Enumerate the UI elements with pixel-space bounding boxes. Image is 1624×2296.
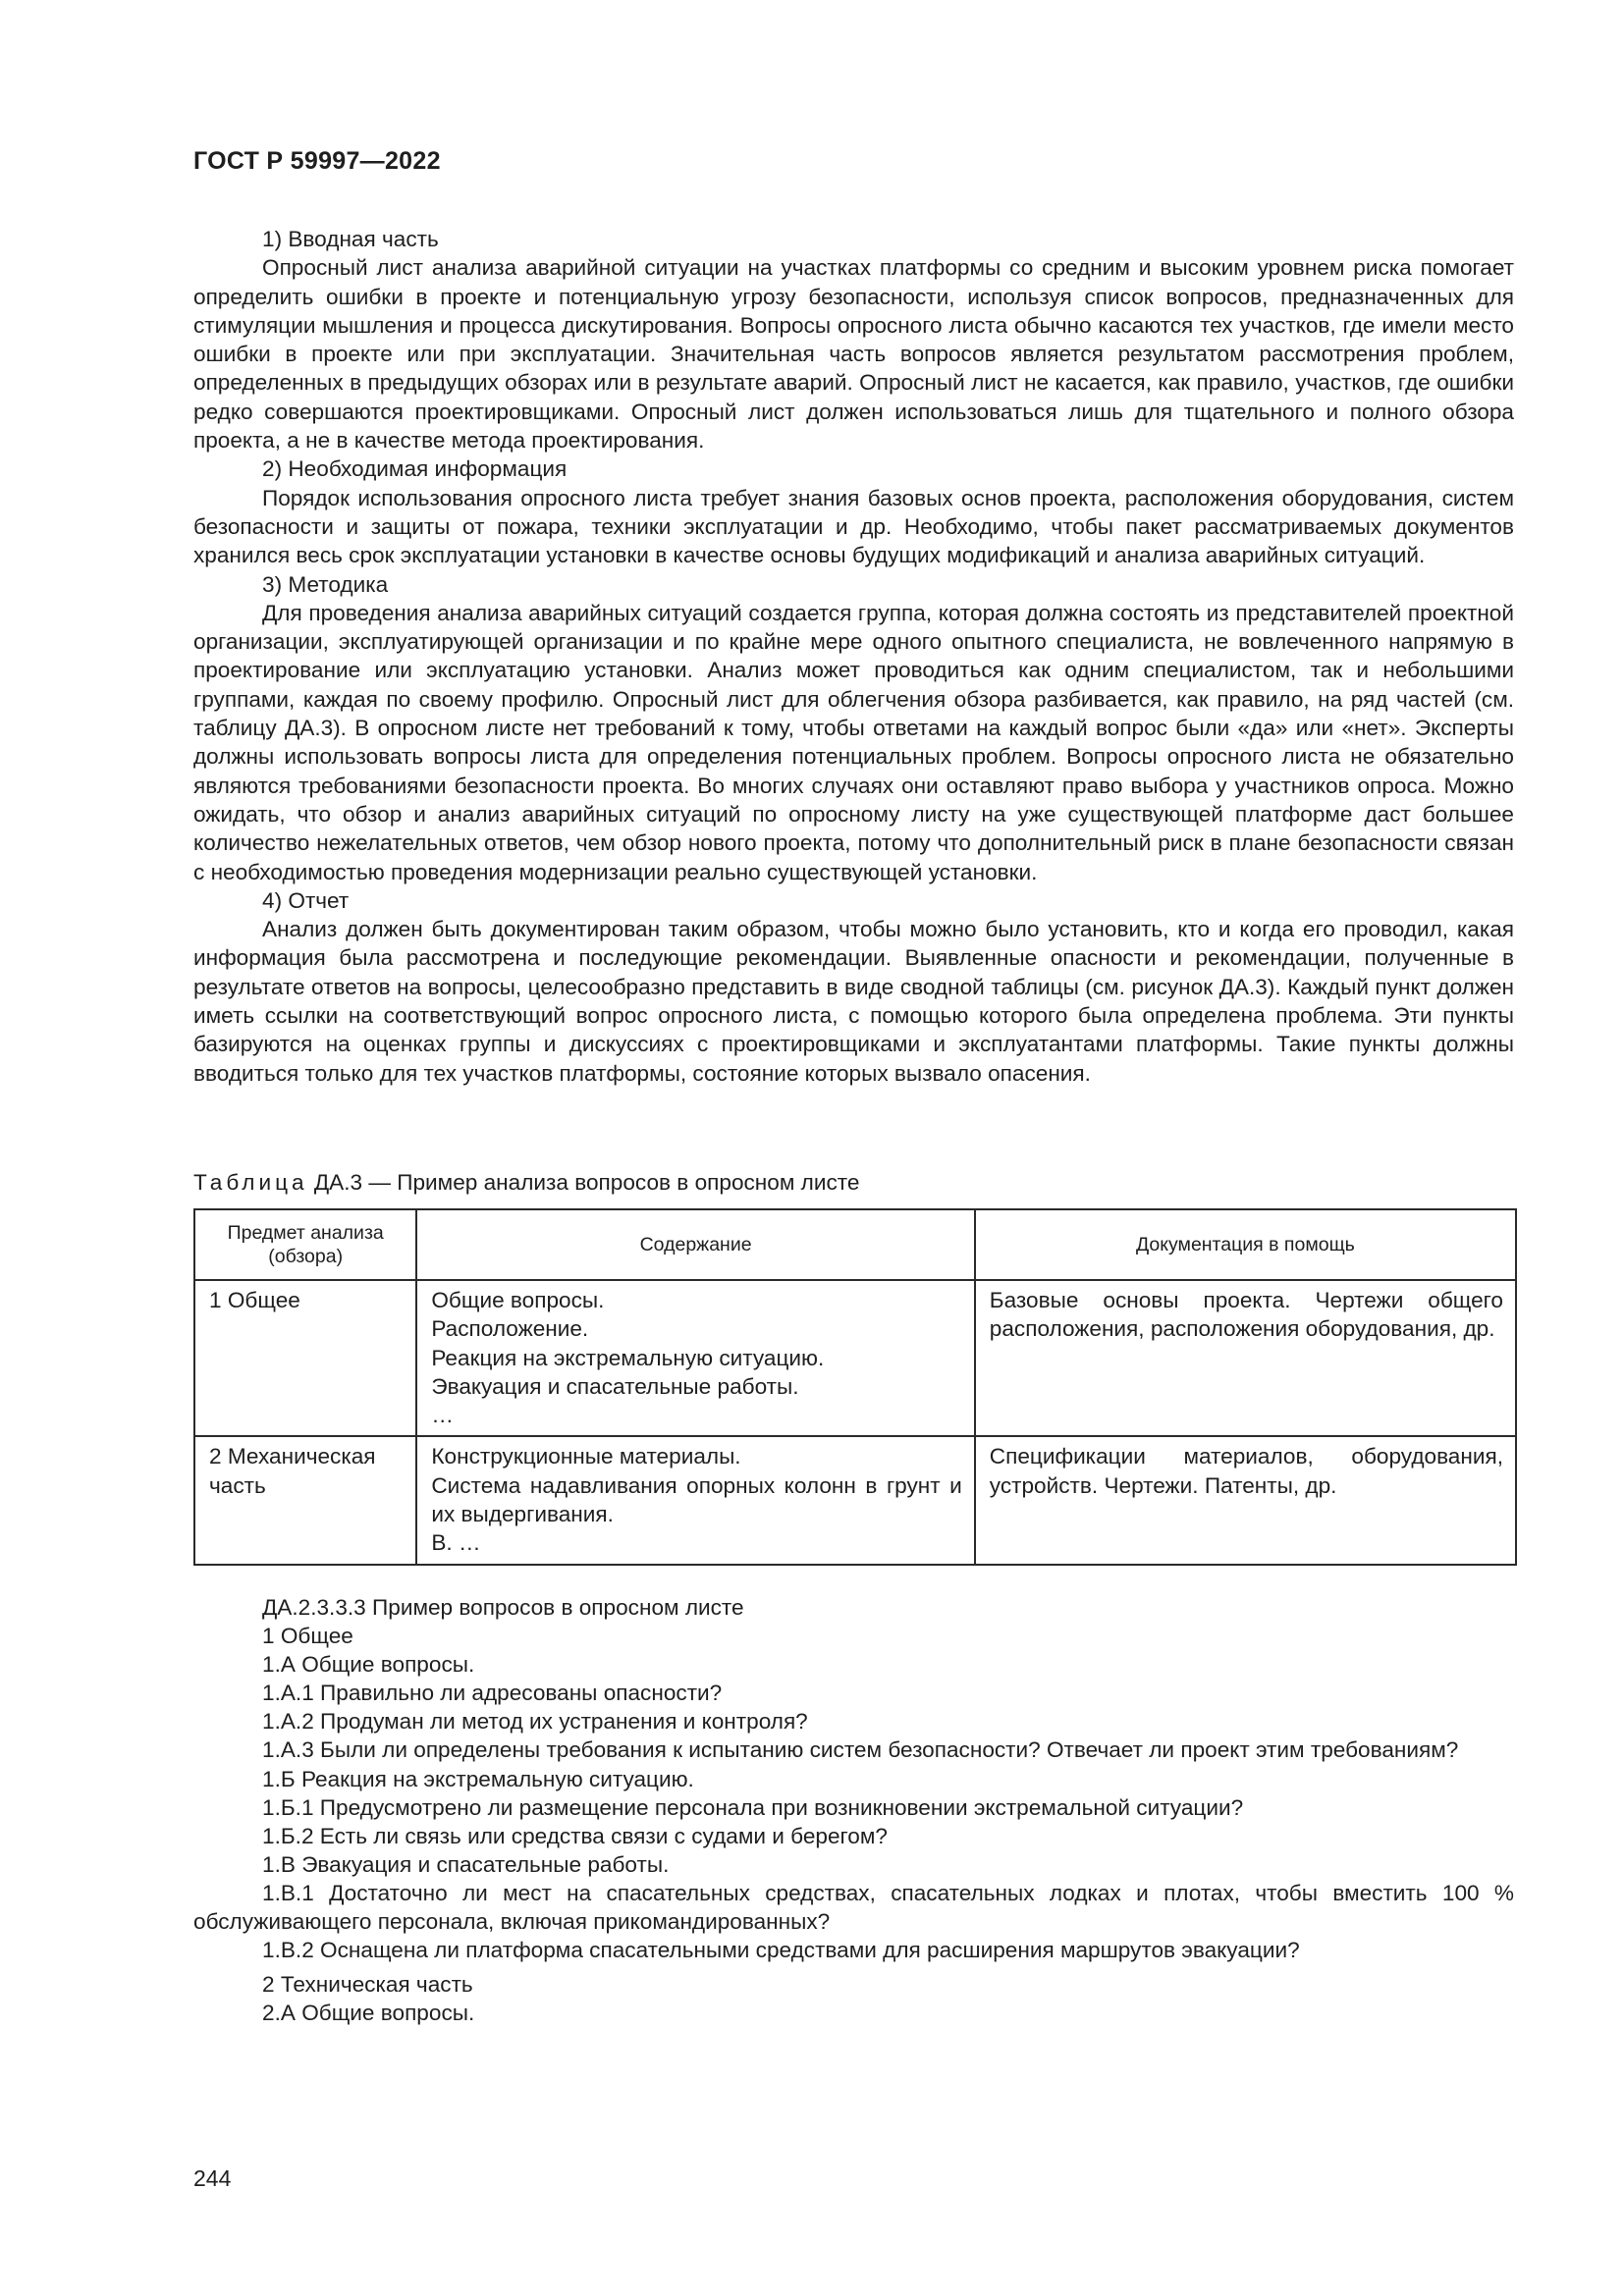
content-line: Общие вопросы. — [431, 1288, 605, 1312]
analysis-table — [193, 1208, 1517, 1566]
question-item: 1 Общее — [262, 1624, 353, 1649]
table-header-row — [194, 1209, 1516, 1280]
question-item: 1.Б Реакция на экстремальную ситуацию. — [262, 1766, 694, 1791]
section-heading-report: 4) Отчет — [262, 887, 350, 913]
table-cell-content — [416, 1280, 974, 1436]
section-heading-method: 3) Методика — [262, 571, 389, 597]
table-row — [194, 1436, 1516, 1564]
section-heading-intro: 1) Вводная часть — [262, 227, 439, 251]
body-text — [193, 225, 1514, 1088]
page-number: 244 — [193, 2165, 232, 2191]
question-item: 1.А.3 Были ли определены требования к испытанию систем безопасности? Отвечает ли проект этим требованиям? — [262, 1737, 1459, 1763]
table-cell-docs: Спецификации материалов, оборудования, устройств. Чертежи. Патенты, др. — [975, 1436, 1516, 1564]
section-text-intro: Опросный лист анализа аварийной ситуации на участках платформы со средним и высоким уровнем риска помогает определить ошибки в проекте и потенциальную угрозу безопасности, используя список вопросов, предназначенных для стимуляции мышления и процесса дискутирования. Вопросы опросного листа обычно касаются тех участков, где имели место ошибки в проекте или при эксплуатации. Значительная часть вопросов является результатом рассмотрения проблем, определенных в предыдущих обзорах или в результате аварий. Опросный лист не касается, как правило, участков, где ошибки редко совершаются проектировщиками. Опросный лист должен использоваться лишь для тщательного и полного обзора проекта, а не в качестве метода проектирования. — [193, 255, 1514, 454]
question-item: 1.В Эвакуация и спасательные работы. — [262, 1851, 670, 1877]
question-item: 1.А.2 Продуман ли метод их устранения и контроля? — [262, 1709, 808, 1735]
content-line: Конструкционные материалы. — [431, 1444, 741, 1469]
content-line: В. … — [431, 1530, 481, 1556]
question-item: 2 Техническая часть — [262, 1972, 473, 1998]
table-row — [194, 1280, 1516, 1436]
content-line: Реакция на экстремальную ситуацию. — [431, 1345, 825, 1370]
table-header-content: Содержание — [416, 1209, 974, 1280]
section-heading-info: 2) Необходимая информация — [262, 456, 568, 482]
question-item: 1.В.1 Достаточно ли мест на спасательных средствах, спасательных лодках и плотах, чтобы вместить 100 % обслуживающего персонала, включая прикомандированных? — [193, 1880, 1514, 1935]
content-line: Эвакуация и спасательные работы. — [431, 1373, 799, 1399]
question-item: 1.А.1 Правильно ли адресованы опасности? — [262, 1681, 723, 1706]
content-line: Расположение. — [431, 1316, 589, 1342]
table-cell-docs: Базовые основы проекта. Чертежи общего расположения, расположения оборудования, др. — [975, 1280, 1516, 1436]
question-item: 1.А Общие вопросы. — [262, 1652, 475, 1678]
section-text-method: Для проведения анализа аварийных ситуаций создается группа, которая должна состоять из представителей проектной организации, эксплуатирующей организации и по крайне мере одного опытного специалиста, не вовлеченного напрямую в проектирование или эксплуатацию установки. Анализ может проводиться как одним специалистом, так и небольшими группами, каждая по своему профилю. Опросный лист для облегчения обзора разбивается, как правило, на ряд частей (см. таблицу ДА.3). В опросном листе нет требований к тому, чтобы ответами на каждый вопрос были «да» или «нет». Эксперты должны использовать вопросы листа для определения потенциальных проблем. Вопросы опросного листа не обязательно являются требованиями безопасности проекта. Во многих случаях они оставляют право выбора у участников опроса. Можно ожидать, что обзор и анализ аварийных ситуаций по опросному листу на уже существующей платформе даст большее количество нежелательных ответов, чем обзор нового проекта, потому что дополнительный риск в плане безопасности связан с необходимостью проведения модернизации реально существующей установки. — [193, 600, 1514, 884]
question-list — [193, 1593, 1514, 2027]
question-item: 1.Б.1 Предусмотрено ли размещение персонала при возникновении экстремальной ситуации? — [262, 1794, 1244, 1820]
question-item: 2.А Общие вопросы. — [262, 2001, 475, 2026]
content-line: … — [431, 1403, 454, 1428]
content-line: Система надавливания опорных колонн в грунт и их выдергивания. — [431, 1472, 962, 1527]
question-item: 1.В.2 Оснащена ли платформа спасательными средствами для расширения маршрутов эвакуации? — [262, 1938, 1300, 1963]
table-cell-content — [416, 1436, 974, 1564]
question-item: 1.Б.2 Есть ли связь или средства связи с судами и берегом? — [262, 1823, 888, 1848]
section-text-info: Порядок использования опросного листа требует знания базовых основ проекта, расположения оборудования, систем безопасности и защиты от пожара, техники эксплуатации и др. Необходимо, чтобы пакет рассматриваемых документов хранился весь срок эксплуатации установки в качестве основы будущих модификаций и анализа аварийных ситуаций. — [193, 485, 1514, 568]
section-text-report: Анализ должен быть документирован таким образом, чтобы можно было установить, кто и когда его проводил, какая информация была рассмотрена и последующие рекомендации. Выявленные опасности и рекомендации, полученные в результате ответов на вопросы, целесообразно представить в виде сводной таблицы (см. рисунок ДА.3). Каждый пункт должен иметь ссылки на соответствующий вопрос опросного листа, с помощью которого была определена проблема. Эти пункты базируются на оценках группы и дискуссиях с проектировщиками и эксплуатантами платформы. Такие пункты должны вводиться только для тех участков платформы, состояние которых вызвало опасения. — [193, 917, 1514, 1086]
table-header-docs: Документация в помощь — [975, 1209, 1516, 1280]
table-header-subject: Предмет анализа (обзора) — [194, 1209, 416, 1280]
table-cell-subject: 1 Общее — [194, 1280, 416, 1436]
document-header: ГОСТ Р 59997—2022 — [193, 147, 441, 175]
table-caption-text: ДА.3 — Пример анализа вопросов в опросном листе — [307, 1170, 860, 1195]
table-caption-prefix: Таблица — [193, 1170, 308, 1195]
question-list-title: ДА.2.3.3.3 Пример вопросов в опросном листе — [262, 1595, 744, 1620]
table-cell-subject: 2 Механическая часть — [194, 1436, 416, 1564]
table-caption — [193, 1170, 859, 1196]
